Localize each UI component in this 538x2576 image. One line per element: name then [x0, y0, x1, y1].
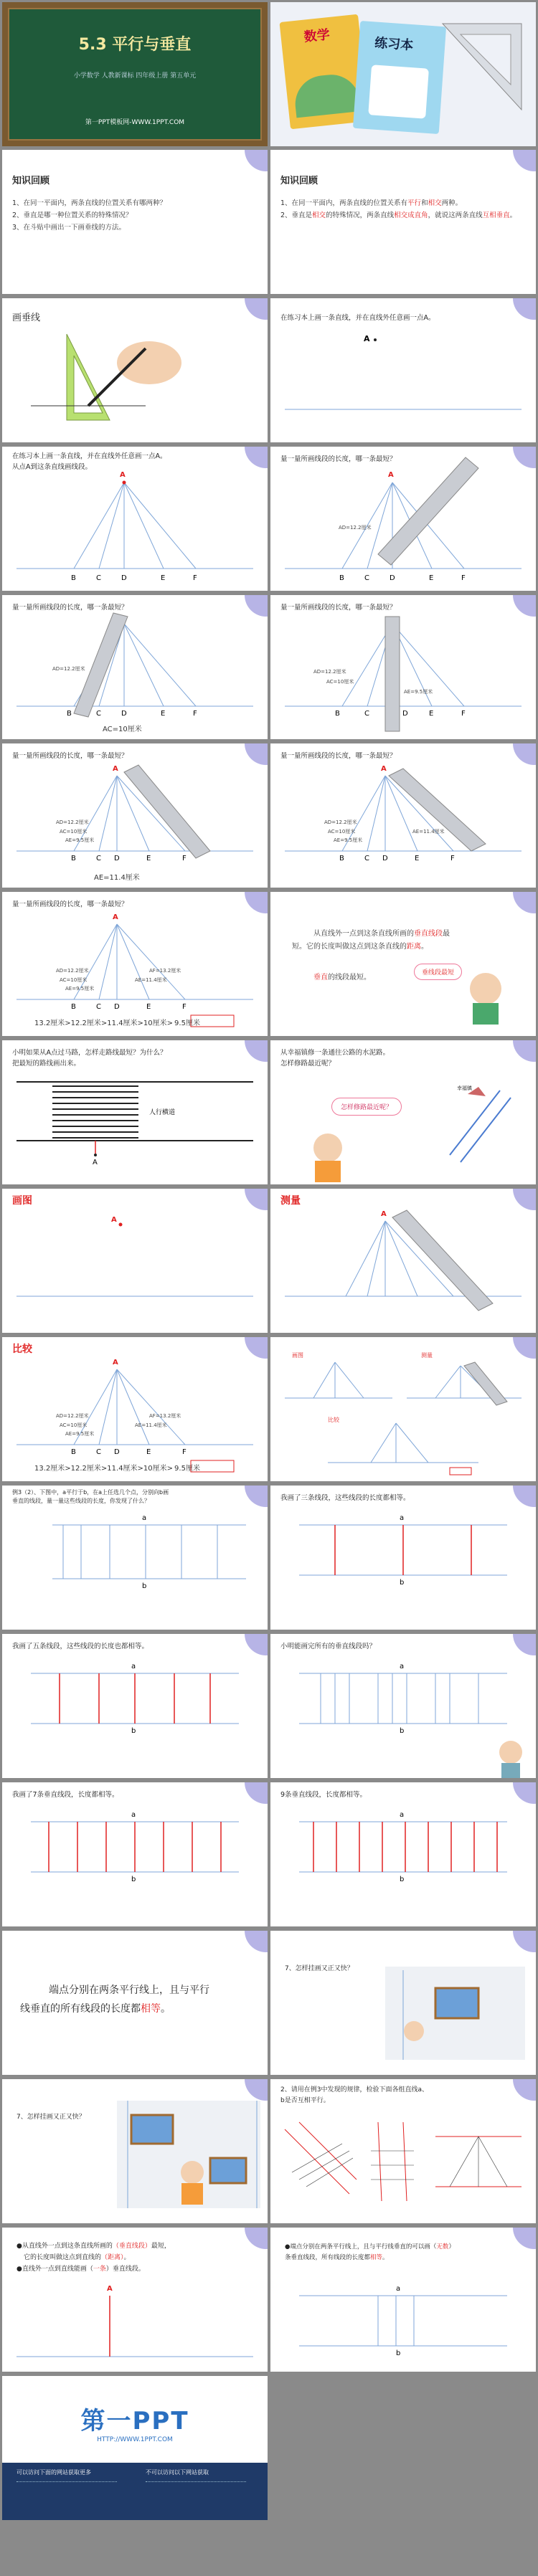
label-C: C	[364, 855, 369, 862]
instruction-text: 量一量所画线段的长度，哪一条最短？	[12, 604, 128, 612]
slide-7[interactable]	[2, 447, 268, 591]
slide-title: 比较	[12, 1344, 32, 1355]
label-B: B	[335, 710, 340, 718]
set-square-image	[270, 2, 536, 146]
perpendicular-figure	[2, 2228, 268, 2372]
label-D: D	[121, 574, 127, 582]
label-C: C	[96, 1448, 101, 1456]
instruction-text: 在练习本上画一条直线，并在直线外任意画一点A。	[280, 314, 435, 322]
measure-AD: AD=12.2厘米	[52, 666, 85, 672]
measure-AC: AC=10厘米	[103, 726, 142, 733]
slide-title: 知识回顾	[12, 176, 50, 186]
label-B: B	[71, 574, 76, 582]
slide-6[interactable]	[270, 298, 536, 442]
instruction-text-1: 在练习本上画一条直线，并在直线外任意画一点A。	[12, 452, 167, 460]
slide-29[interactable]	[2, 2079, 268, 2223]
slide-22[interactable]	[270, 1486, 536, 1630]
label-F: F	[450, 855, 455, 862]
exercise-text-2: b是否互相平行。	[280, 2097, 330, 2104]
question-text-1: 小明如果从A点过马路，怎样走路线最短？为什么？	[12, 1049, 167, 1057]
measure-AD: AD=12.2厘米	[339, 525, 372, 531]
ruler-image	[389, 769, 486, 851]
conclusion-text: 端点分别在两条平行线上，且与平行 线垂直的所有线段的长度都相等。	[20, 1985, 209, 2015]
exercise-figures	[270, 2079, 536, 2223]
point-label: A	[111, 1216, 117, 1224]
line-label-a: a	[400, 1663, 405, 1670]
label-C: C	[96, 574, 101, 582]
corner-decoration	[239, 1931, 268, 1952]
slide-21[interactable]	[2, 1486, 268, 1630]
point-label: A	[107, 2285, 113, 2293]
crosswalk-label: 人行横道	[149, 1109, 176, 1116]
shortest-value: 9.5厘米	[174, 1465, 200, 1473]
label-B: B	[67, 710, 72, 718]
measure-AE-2: AE=11.4厘米	[135, 977, 167, 983]
label-E: E	[146, 1448, 151, 1456]
label-E: E	[161, 710, 166, 718]
figure	[2, 1189, 268, 1333]
measure-AD: AD=12.2厘米	[56, 1413, 89, 1419]
measure-AC: AC=10厘米	[60, 1422, 88, 1428]
hanging-picture-image	[2, 2079, 268, 2223]
measure-AC: AC=10厘米	[326, 679, 354, 685]
label-B: B	[71, 855, 76, 862]
fan-figure	[2, 595, 268, 739]
label-C: C	[96, 710, 101, 718]
question-text-2: 把最短的路线画出来。	[12, 1060, 81, 1068]
figure	[270, 298, 536, 442]
line-label-a: a	[142, 1514, 147, 1522]
measure-AE: AE=9.5厘米	[404, 689, 433, 695]
instruction-text: 量一量所画线段的长度，哪一条最短？	[280, 604, 397, 612]
caption-compare: 比较	[328, 1417, 339, 1423]
summary-text: ●端点分别在两条平行线上，且与平行线垂直的可以画（无数） 条垂直线段，所有线段的长度都相等。	[285, 2243, 455, 2261]
brand-text: 第一PPT模板网-WWW.1PPT.COM	[85, 119, 185, 126]
slide-16[interactable]	[270, 1040, 536, 1184]
exercise-text-1: 2、请用在例3中发现的规律，检验下面各组直线a、	[280, 2086, 428, 2093]
label-D: D	[114, 1448, 120, 1456]
slide-5[interactable]	[2, 298, 268, 442]
label-F: F	[182, 855, 187, 862]
point-label: A	[381, 1210, 387, 1218]
slide-11[interactable]	[2, 743, 268, 888]
summary-text: ●从直线外一点到这条直线所画的（垂直线段）最短， 它的长度叫做这点到直线的（距离）。 ●直线外一点到直线能画（一条）垂直线段。	[16, 2243, 171, 2273]
line-label-a: a	[400, 1514, 405, 1522]
slide-28[interactable]	[270, 1931, 536, 2075]
line-label-b: b	[142, 1582, 147, 1590]
footer-bar	[2, 2463, 268, 2520]
point-label: A	[388, 471, 394, 479]
slide-title: 画垂线	[12, 313, 41, 323]
measure-AF: AF=13.2厘米	[149, 968, 181, 974]
slide-33[interactable]	[2, 2376, 268, 2520]
slide-17[interactable]	[2, 1189, 268, 1333]
answer-1: 1、在同一平面内，两条直线的位置关系有平行和相交两种。	[280, 199, 463, 207]
measure-AE-2: AE=11.4厘米	[94, 874, 140, 882]
town-label: 幸福镇	[457, 1085, 472, 1091]
parallel-figure	[270, 1486, 536, 1630]
corner-decoration	[507, 150, 536, 171]
slide-18[interactable]	[270, 1189, 536, 1333]
point-label: A	[120, 471, 126, 479]
cover-subtitle: 小学数学 人教新课标 四年级上册 第五单元	[73, 72, 197, 80]
point-label: A	[381, 765, 387, 773]
slide-1[interactable]	[2, 2, 268, 146]
question-text-2: 怎样修路最近呢？	[280, 1060, 336, 1068]
measure-AC: AC=10厘米	[60, 829, 88, 835]
measure-AD: AD=12.2厘米	[56, 968, 89, 974]
corner-decoration	[239, 150, 268, 171]
label-C: C	[96, 1003, 101, 1011]
label-B: B	[71, 1003, 76, 1011]
measure-AE-2: AE=11.4厘米	[412, 829, 445, 835]
statement-text: 我画了7条垂直线段，长度都相等。	[12, 1791, 119, 1799]
label-E: E	[415, 855, 420, 862]
question-1: 1、在同一平面内，两条直线的位置关系有哪两种？	[12, 199, 167, 207]
statement-text: 我画了三条线段，这些线段的长度都相等。	[280, 1494, 410, 1502]
fan-figure	[2, 1337, 268, 1481]
question-text-1: 从幸福镇修一条通往公路的水泥路。	[280, 1049, 390, 1057]
example-text-2: 垂直的线段，量一量这些线段的长度，你发现了什么？	[12, 1498, 150, 1504]
instruction-text: 量一量所画线段的长度，哪一条最短？	[280, 752, 397, 760]
label-C: C	[364, 574, 369, 582]
caption-measure: 测量	[421, 1352, 433, 1359]
point-label: A	[113, 765, 118, 773]
parallel-figure	[270, 1782, 536, 1926]
slide-32[interactable]	[270, 2228, 536, 2372]
label-B: B	[71, 1448, 76, 1456]
label-C: C	[364, 710, 369, 718]
slide-9[interactable]	[2, 595, 268, 739]
caption-draw: 画图	[292, 1352, 303, 1359]
fan-figure	[270, 447, 536, 591]
question-text: 小明能画完所有的垂直线段吗？	[280, 1643, 377, 1650]
slide-title: 画图	[12, 1195, 32, 1207]
slide-19[interactable]	[2, 1337, 268, 1481]
answer-2: 2、垂直是相交的特殊情况，两条直线相交成直角，就说这两条直线互相垂直。	[280, 212, 517, 219]
exercise-book-image: 练习本	[353, 21, 446, 134]
line-label-b: b	[400, 1876, 405, 1883]
slide-31[interactable]	[2, 2228, 268, 2372]
ruler-image	[385, 617, 400, 731]
parallel-figure	[2, 1782, 268, 1926]
line-label-a: a	[396, 2285, 401, 2293]
label-E: E	[161, 574, 166, 582]
question-text: 7、怎样挂画又正又快？	[16, 2114, 85, 2121]
fan-figure	[2, 743, 268, 888]
question-text: 7、怎样挂画又正又快？	[285, 1965, 354, 1972]
measure-AE: AE=9.5厘米	[334, 837, 363, 843]
slide-14[interactable]	[270, 892, 536, 1036]
ruler-image	[124, 765, 210, 858]
summary-figures	[270, 1337, 536, 1481]
speech-bubble: 垂线段最短	[414, 964, 462, 980]
parallel-figure	[270, 2228, 536, 2372]
measure-AF: AF=13.2厘米	[149, 1413, 181, 1419]
line-label-b: b	[396, 2349, 401, 2357]
label-E: E	[146, 1003, 151, 1011]
label-F: F	[193, 710, 197, 718]
speech-bubble: 怎样修路最近呢？	[331, 1098, 402, 1116]
comparison-row: 13.2厘米>12.2厘米>11.4厘米>10厘米> 9.5厘米	[34, 1020, 200, 1027]
slide-20[interactable]	[270, 1337, 536, 1481]
summary-text: 垂直的线段最短。	[313, 974, 371, 982]
label-B: B	[339, 855, 344, 862]
question-3: 3、在斗贴中画出一下画垂线的方法。	[12, 224, 126, 232]
slide-30[interactable]	[270, 2079, 536, 2223]
measure-AC: AC=10厘米	[60, 977, 88, 983]
measure-AC: AC=10厘米	[328, 829, 356, 835]
label-D: D	[382, 855, 388, 862]
label-E: E	[146, 855, 151, 862]
brand-logo: 第一PPT	[80, 2407, 189, 2435]
point-label: A	[364, 334, 370, 343]
slide-2[interactable]	[270, 2, 536, 146]
slide-23[interactable]	[2, 1634, 268, 1778]
instruction-text: 量一量所画线段的长度，哪一条最短？	[12, 900, 128, 908]
slide-10[interactable]	[270, 595, 536, 739]
slide-3[interactable]	[2, 150, 268, 294]
definition-text: 从直线外一点到这条直线所画的垂直线段最短。它的长度叫做这点到这条直线的距离。	[292, 930, 450, 951]
label-D: D	[114, 855, 120, 862]
label-D: D	[121, 710, 127, 718]
slide-title: 知识回顾	[280, 176, 318, 186]
label-E: E	[429, 710, 434, 718]
fan-figure	[2, 447, 268, 591]
line-label-b: b	[131, 1727, 136, 1735]
label-F: F	[461, 710, 466, 718]
instruction-text: 量一量所画线段的长度，哪一条最短？	[12, 752, 128, 760]
slide-25[interactable]	[2, 1782, 268, 1926]
statement-text: 我画了五条线段，这些线段的长度也都相等。	[12, 1643, 149, 1650]
math-book-image: 数学	[279, 14, 369, 130]
student-image	[270, 1634, 536, 1778]
fan-figure	[2, 892, 268, 1036]
shortest-value: 9.5厘米	[174, 1020, 200, 1027]
label-D: D	[114, 1003, 120, 1011]
brand-url: HTTP://WWW.1PPT.COM	[97, 2436, 173, 2443]
slide-8[interactable]	[270, 447, 536, 591]
label-D: D	[402, 710, 408, 718]
slide-13[interactable]	[2, 892, 268, 1036]
hanging-picture-image	[270, 1931, 536, 2075]
line-label-a: a	[400, 1811, 405, 1819]
slide-title: 测量	[280, 1195, 301, 1207]
instruction-text: 量一量所画线段的长度，哪一条最短？	[280, 455, 397, 463]
student-image	[270, 892, 536, 1036]
line-label-b: b	[400, 1579, 405, 1587]
road-figure	[270, 1040, 536, 1184]
measure-AE: AE=9.5厘米	[65, 986, 95, 992]
drawing-hand-image	[2, 298, 268, 442]
slide-26[interactable]	[270, 1782, 536, 1926]
line-label-b: b	[400, 1727, 405, 1735]
example-text-1: 例3（2）、下图中，a平行于b，在a上任选几个点，分别向b画	[12, 1489, 169, 1496]
label-E: E	[429, 574, 434, 582]
line-label-b: b	[131, 1876, 136, 1883]
line-label-a: a	[131, 1663, 136, 1670]
point-label: A	[113, 913, 118, 921]
slide-24[interactable]	[270, 1634, 536, 1778]
label-F: F	[461, 574, 466, 582]
measure-AE: AE=9.5厘米	[65, 1431, 95, 1437]
measure-AD: AD=12.2厘米	[324, 819, 357, 825]
cover-title: 5.3 平行与垂直	[78, 36, 192, 54]
ruler-image	[392, 1210, 493, 1311]
comparison-row: 13.2厘米>12.2厘米>11.4厘米>10厘米> 9.5厘米	[34, 1465, 200, 1473]
measure-AE: AE=9.5厘米	[65, 837, 95, 843]
measure-AD: AD=12.2厘米	[313, 669, 346, 675]
line-label-a: a	[131, 1811, 136, 1819]
statement-text: 9条垂直线段，长度都相等。	[280, 1791, 367, 1799]
crosswalk-figure	[2, 1040, 268, 1184]
parallel-figure	[2, 1486, 268, 1630]
question-2: 2、垂直是哪一种位置关系的特殊情况？	[12, 212, 133, 219]
measure-AD: AD=12.2厘米	[56, 819, 89, 825]
measure-AE-2: AE=11.4厘米	[135, 1422, 167, 1428]
label-D: D	[390, 574, 395, 582]
label-F: F	[182, 1448, 187, 1456]
footer-col-1: 可以访问下面的网站获取更多	[16, 2469, 91, 2476]
slide-15[interactable]	[2, 1040, 268, 1184]
label-B: B	[339, 574, 344, 582]
parallel-figure	[2, 1634, 268, 1778]
label-C: C	[96, 855, 101, 862]
slide-4[interactable]	[270, 150, 536, 294]
slide-27[interactable]	[2, 1931, 268, 2075]
label-F: F	[193, 574, 197, 582]
instruction-text-2: 从点A到这条直线画线段。	[12, 463, 92, 471]
point-label: A	[113, 1359, 118, 1367]
slide-12[interactable]	[270, 743, 536, 888]
point-label: A	[93, 1159, 98, 1166]
footer-col-2: 不可以访问以下网站获取	[146, 2469, 209, 2476]
label-F: F	[182, 1003, 187, 1011]
figure	[270, 1189, 536, 1333]
fan-figure	[270, 743, 536, 888]
